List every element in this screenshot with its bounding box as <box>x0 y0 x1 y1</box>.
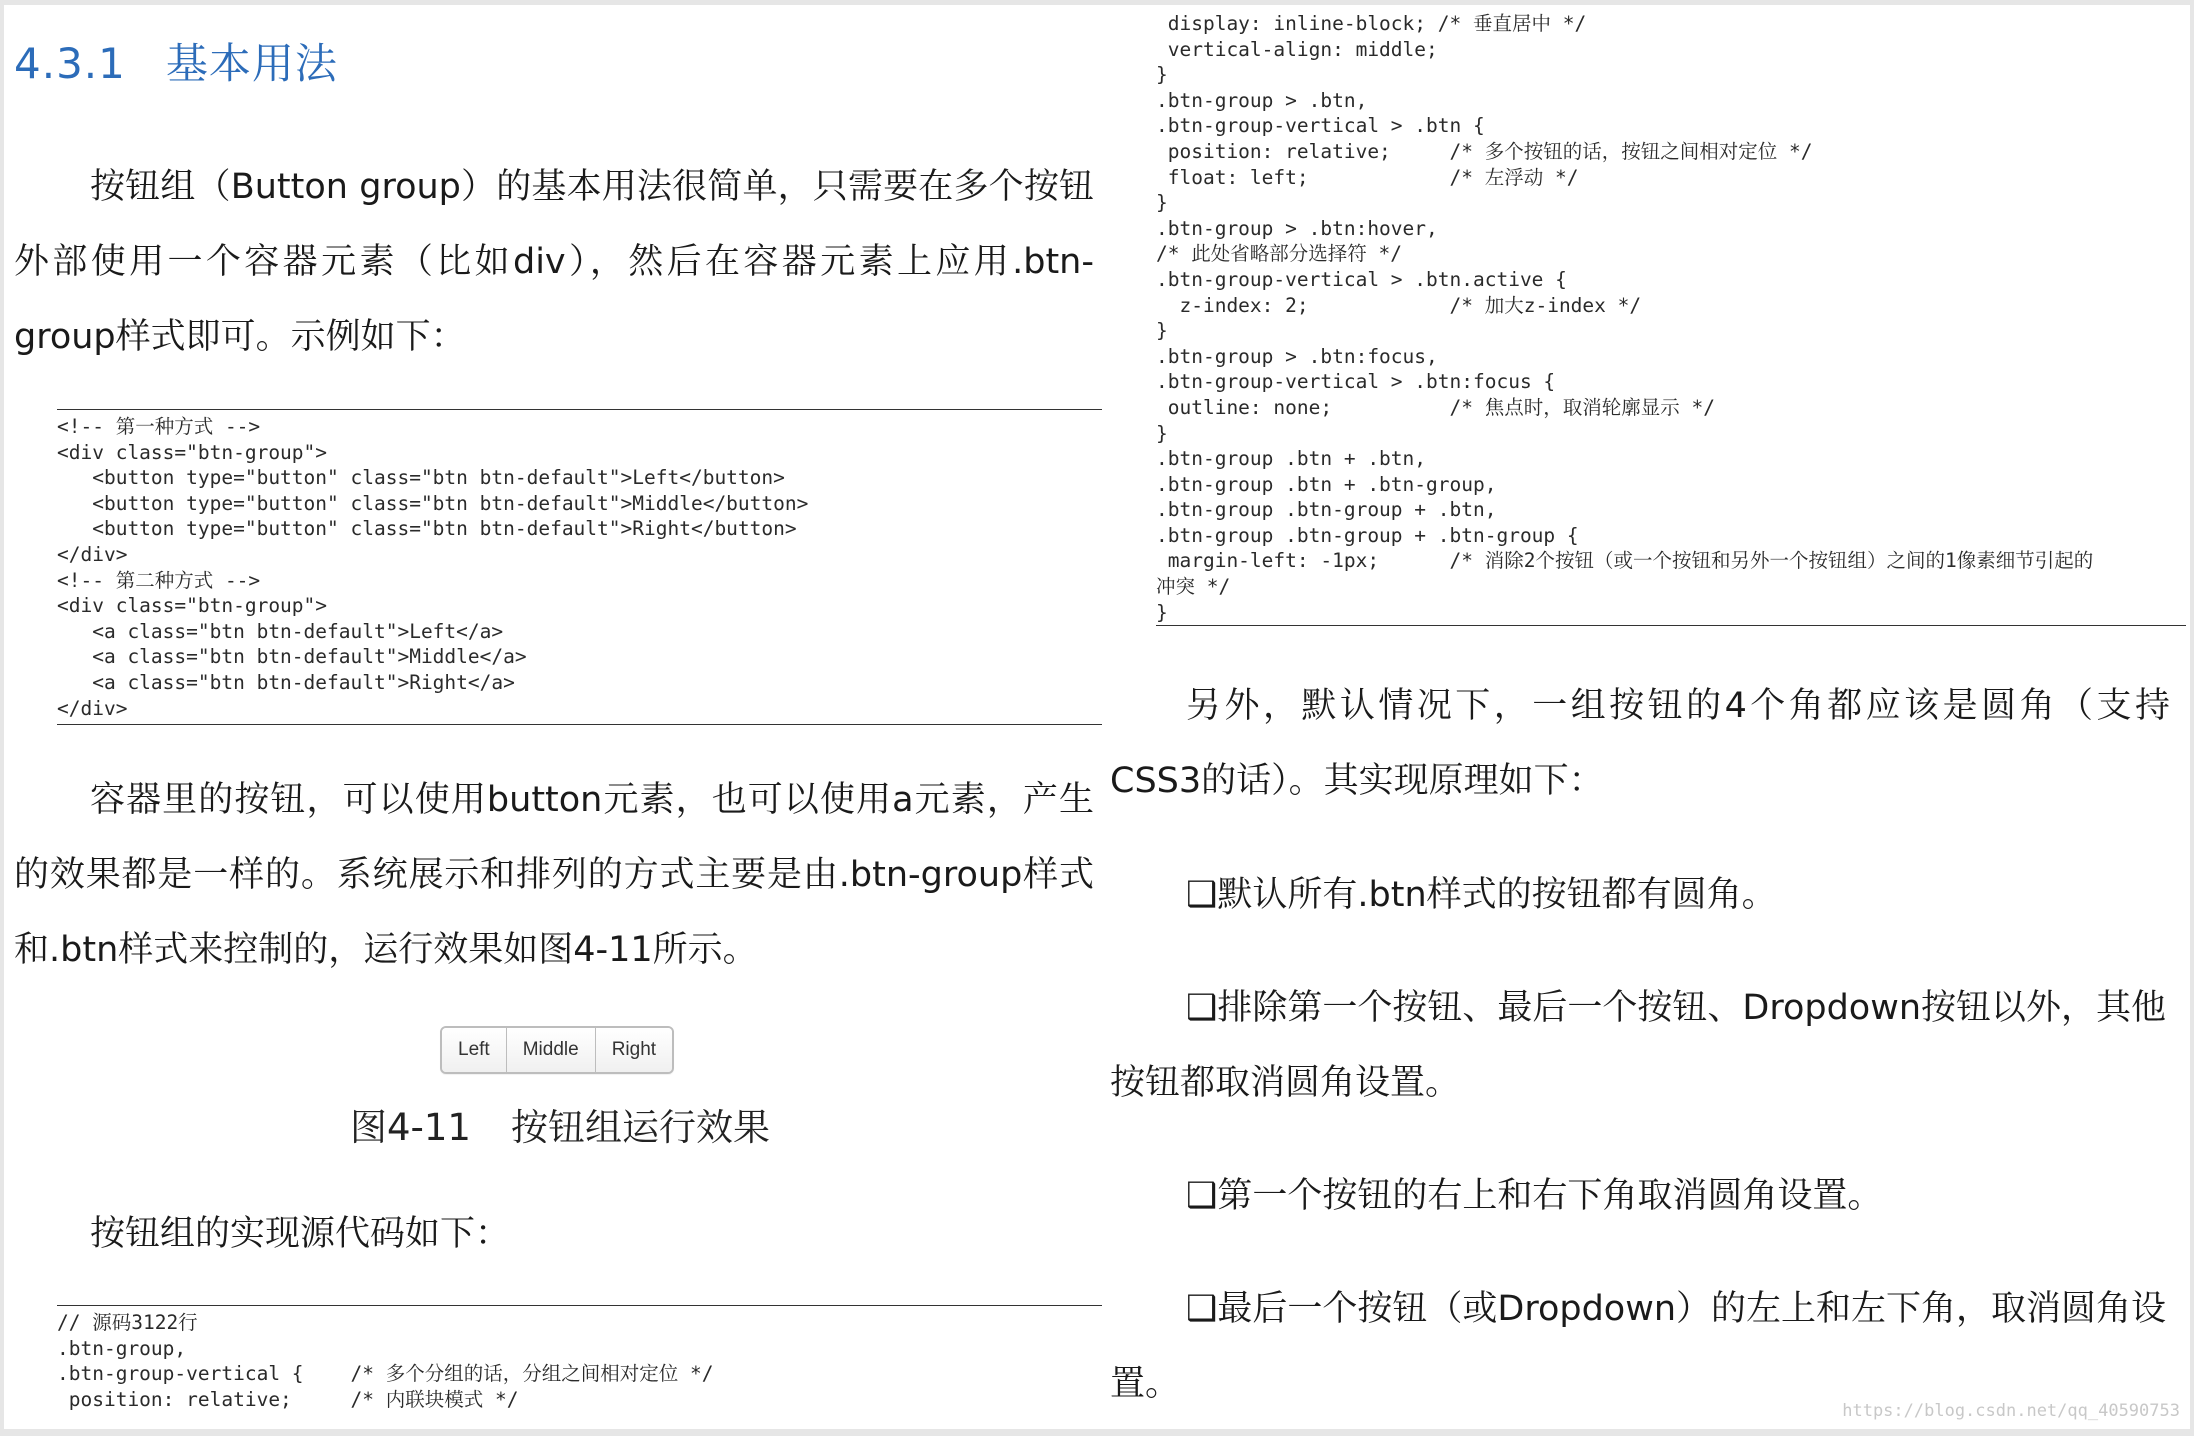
code-line: <button type="button" class="btn btn-default">Middle</button> <box>57 491 809 515</box>
code-line: } <box>1156 191 1168 215</box>
code-line: .btn-group-vertical { /* 多个分组的话，分组之间相对定位 */ <box>57 1362 714 1386</box>
figure-left-button[interactable]: Left <box>442 1028 507 1072</box>
figure-number: 图4-11 <box>350 1106 471 1149</box>
code-block-source-continued <box>1156 11 2186 626</box>
code-line: .btn-group > .btn:focus, <box>1156 344 1438 368</box>
watermark: https://blog.csdn.net/qq_40590753 <box>1842 1401 2180 1421</box>
code-line: z-index: 2; /* 加大z-index */ <box>1156 293 1642 317</box>
intro-paragraph: 按钮组（Button group）的基本用法很简单，只需要在多个按钮外部使用一个容器元素（比如div），然后在容器元素上应用.btn-group样式即可。示例如下： <box>14 167 1094 357</box>
code-block-markup <box>57 409 1102 725</box>
figure-caption <box>350 1097 770 1151</box>
code-line: .btn-group .btn + .btn-group, <box>1156 472 1497 496</box>
rounded-corners-paragraph: 另外，默认情况下，一组按钮的4个角都应该是圆角（支持CSS3的话）。其实现原理如下： <box>1110 686 2170 801</box>
code-line: .btn-group-vertical > .btn { <box>1156 114 1485 138</box>
code-line: <!-- 第一种方式 --> <box>57 415 261 438</box>
section-heading <box>14 31 338 91</box>
bullet-item: ❑默认所有.btn样式的按钮都有圆角。 <box>1186 875 1777 915</box>
code-line: <a class="btn btn-default">Left</a> <box>57 619 504 643</box>
code-line: .btn-group > .btn:hover, <box>1156 216 1438 240</box>
code-line: display: inline-block; /* 垂直居中 */ <box>1156 12 1587 35</box>
button-group-figure <box>440 1026 674 1074</box>
code-line: position: relative; /* 内联块模式 */ <box>57 1387 519 1411</box>
code-line: .btn-group-vertical > .btn.active { <box>1156 267 1567 291</box>
explanation-paragraph: 容器里的按钮，可以使用button元素，也可以使用a元素，产生的效果都是一样的。系统展示和排列的方式主要是由.btn-group样式和.btn样式来控制的，运行效果如图4-11所示。 <box>14 780 1094 970</box>
code-line: <button type="button" class="btn btn-default">Left</button> <box>57 466 785 490</box>
code-line: .btn-group .btn + .btn, <box>1156 447 1427 471</box>
code-line: .btn-group-vertical > .btn:focus { <box>1156 370 1556 394</box>
code-line: </div> <box>57 696 128 720</box>
code-line: } <box>1156 63 1168 87</box>
code-line: /* 此处省略部分选择符 */ <box>1156 242 1402 266</box>
code-line: </div> <box>57 542 128 566</box>
code-block-source-start <box>57 1305 1102 1422</box>
code-line: <a class="btn btn-default">Middle</a> <box>57 645 527 669</box>
code-line: .btn-group .btn-group + .btn-group { <box>1156 523 1579 547</box>
bullet-item: ❑最后一个按钮（或Dropdown）的左上和左下角，取消圆角设置。 <box>1110 1289 2167 1404</box>
code-line: 冲突 */ <box>1156 575 1231 599</box>
figure-right-button[interactable]: Right <box>596 1028 672 1072</box>
code-line: <a class="btn btn-default">Right</a> <box>57 670 515 694</box>
figure-caption-text: 按钮组运行效果 <box>510 1106 770 1149</box>
code-line: // 源码3122行 <box>57 1311 198 1334</box>
section-number: 4.3.1 <box>14 39 126 88</box>
code-line: <div class="btn-group"> <box>57 594 328 618</box>
source-intro-paragraph: 按钮组的实现源代码如下： <box>90 1214 511 1254</box>
code-line: position: relative; /* 多个按钮的话，按钮之间相对定位 */ <box>1156 139 1813 163</box>
figure-middle-button[interactable]: Middle <box>507 1028 596 1072</box>
section-title: 基本用法 <box>165 39 338 88</box>
code-line: <div class="btn-group"> <box>57 440 328 464</box>
code-line: vertical-align: middle; <box>1156 37 1438 61</box>
code-line: margin-left: -1px; /* 消除2个按钮（或一个按钮和另外一个按钮组）之间的1像素细节引起的 <box>1156 549 2094 573</box>
code-line: .btn-group .btn-group + .btn, <box>1156 498 1497 522</box>
code-line: .btn-group > .btn, <box>1156 88 1368 112</box>
code-line: float: left; /* 左浮动 */ <box>1156 165 1579 189</box>
bullet-item: ❑排除第一个按钮、最后一个按钮、Dropdown按钮以外，其他按钮都取消圆角设置。 <box>1110 988 2167 1103</box>
code-line: <!-- 第二种方式 --> <box>57 568 261 592</box>
code-line: outline: none; /* 焦点时，取消轮廓显示 */ <box>1156 395 1715 419</box>
code-line: } <box>1156 421 1168 445</box>
code-line: .btn-group, <box>57 1336 187 1360</box>
code-line: } <box>1156 319 1168 343</box>
book-page <box>4 5 2190 1429</box>
bullet-item: ❑第一个按钮的右上和右下角取消圆角设置。 <box>1186 1176 1883 1216</box>
code-line: <button type="button" class="btn btn-default">Right</button> <box>57 517 797 541</box>
code-line: } <box>1156 600 1168 624</box>
